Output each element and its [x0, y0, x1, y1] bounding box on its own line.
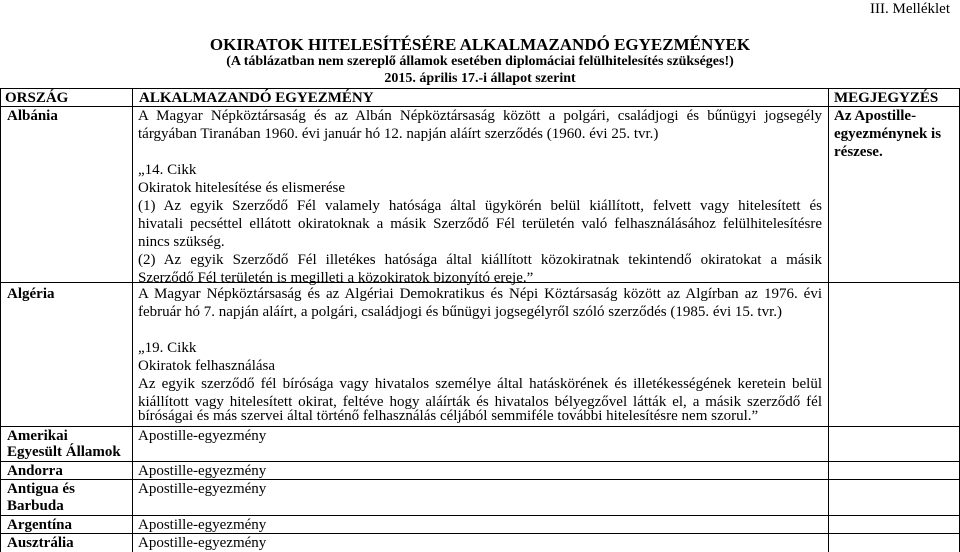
- treaty-albania-line1: A Magyar Népköztársaság és az Albán Népköztársaság között a polgári, családjogi és bűnügyi jogsegély: [138, 108, 822, 124]
- table-left-border: [0, 88, 1, 552]
- article-heading-algeria: „19. Cikk: [138, 340, 197, 356]
- treaty-usa: Apostille-egyezmény: [138, 428, 267, 444]
- country-australia: Ausztrália: [7, 535, 74, 551]
- article-title-algeria: Okiratok felhasználása: [138, 358, 276, 374]
- treaty-antigua: Apostille-egyezmény: [138, 481, 267, 497]
- article-title-albania: Okiratok hitelesítése és elismerése: [138, 180, 346, 196]
- annex-label: III. Melléklet: [870, 1, 950, 17]
- column-divider-2: [828, 88, 829, 552]
- note-albania-line2: egyezménynek is: [834, 126, 942, 142]
- document-title: OKIRATOK HITELESÍTÉSÉRE ALKALMAZANDÓ EGYEZMÉNYEK: [209, 35, 751, 54]
- country-argentina: Argentína: [7, 517, 72, 533]
- note-albania-line1: Az Apostille-: [834, 108, 917, 124]
- treaty-argentina: Apostille-egyezmény: [138, 517, 267, 533]
- status-date: 2015. április 17.-i állapot szerint: [384, 71, 576, 86]
- column-header-treaty: ALKALMAZANDÓ EGYEZMÉNY: [139, 90, 374, 106]
- country-albania: Albánia: [7, 108, 58, 124]
- document-subtitle: (A táblázatban nem szereplő államok esetében diplomáciai felülhitelesítés szükséges!): [226, 54, 734, 69]
- article-algeria-line1: Az egyik szerződő fél bírósága vagy hivatalos személye által hatáskörének és illetékességének keretein belül: [138, 376, 822, 392]
- country-usa-line1: Amerikai: [7, 428, 68, 444]
- article-albania-p1-line2: hivatali pecséttel ellátott okiratoknak a másik Szerződő Fél területén való felhasználásához felülhitelesítésre: [138, 216, 822, 232]
- article-albania-p1-line1: (1) Az egyik Szerződő Fél valamely hatósága által ügykörén belül kiállított, felvett vagy hitelesített és: [138, 198, 822, 214]
- column-header-note: MEGJEGYZÉS: [834, 90, 939, 106]
- article-albania-p2-line2: Szerződő Fél területén is megilleti a közokiratok bizonyító ereje.”: [138, 270, 534, 286]
- country-algeria: Algéria: [7, 286, 55, 302]
- country-usa-line2: Egyesült Államok: [7, 444, 121, 460]
- treaty-albania-line2: tárgyában Tiranában 1960. évi január hó 12. napján aláírt szerződés (1960. évi 25. tvr.): [138, 126, 659, 142]
- article-albania-p1-line3: nincs szükség.: [138, 234, 225, 250]
- country-andorra: Andorra: [7, 463, 63, 479]
- article-algeria-line3: bíróságai és más szervei által történő felhasználás céljából semmiféle további hitelesítésre nem szorul.”: [138, 408, 759, 424]
- country-antigua-line2: Barbuda: [7, 498, 64, 514]
- treaty-algeria-line2: február hó 7. napján aláírt, a polgári, családjogi és bűnügyi jogsegélyről szóló szerződés (1985. évi 15. tvr.): [138, 304, 782, 320]
- treaty-algeria-line1: A Magyar Népköztársaság és az Algériai Demokratikus és Népi Köztársaság között az Algírban az 1976. évi: [138, 286, 822, 302]
- column-divider-1: [132, 88, 133, 552]
- article-heading-albania: „14. Cikk: [138, 162, 197, 178]
- country-antigua-line1: Antigua és: [7, 481, 75, 497]
- article-algeria-line2: kiállított vagy hitelesített okirat, feltéve hogy aláírták és hivatalos bélyegzővel látták el, a másik szerződő fél: [138, 394, 822, 410]
- treaty-andorra: Apostille-egyezmény: [138, 463, 267, 479]
- column-header-country: ORSZÁG: [5, 90, 69, 106]
- article-albania-p2-line1: (2) Az egyik Szerződő Fél illetékes hatósága által kiállított közokiratnak tekintendő okiratokat a másik: [138, 252, 822, 268]
- note-albania-line3: részese.: [834, 144, 883, 160]
- treaty-australia: Apostille-egyezmény: [138, 535, 267, 551]
